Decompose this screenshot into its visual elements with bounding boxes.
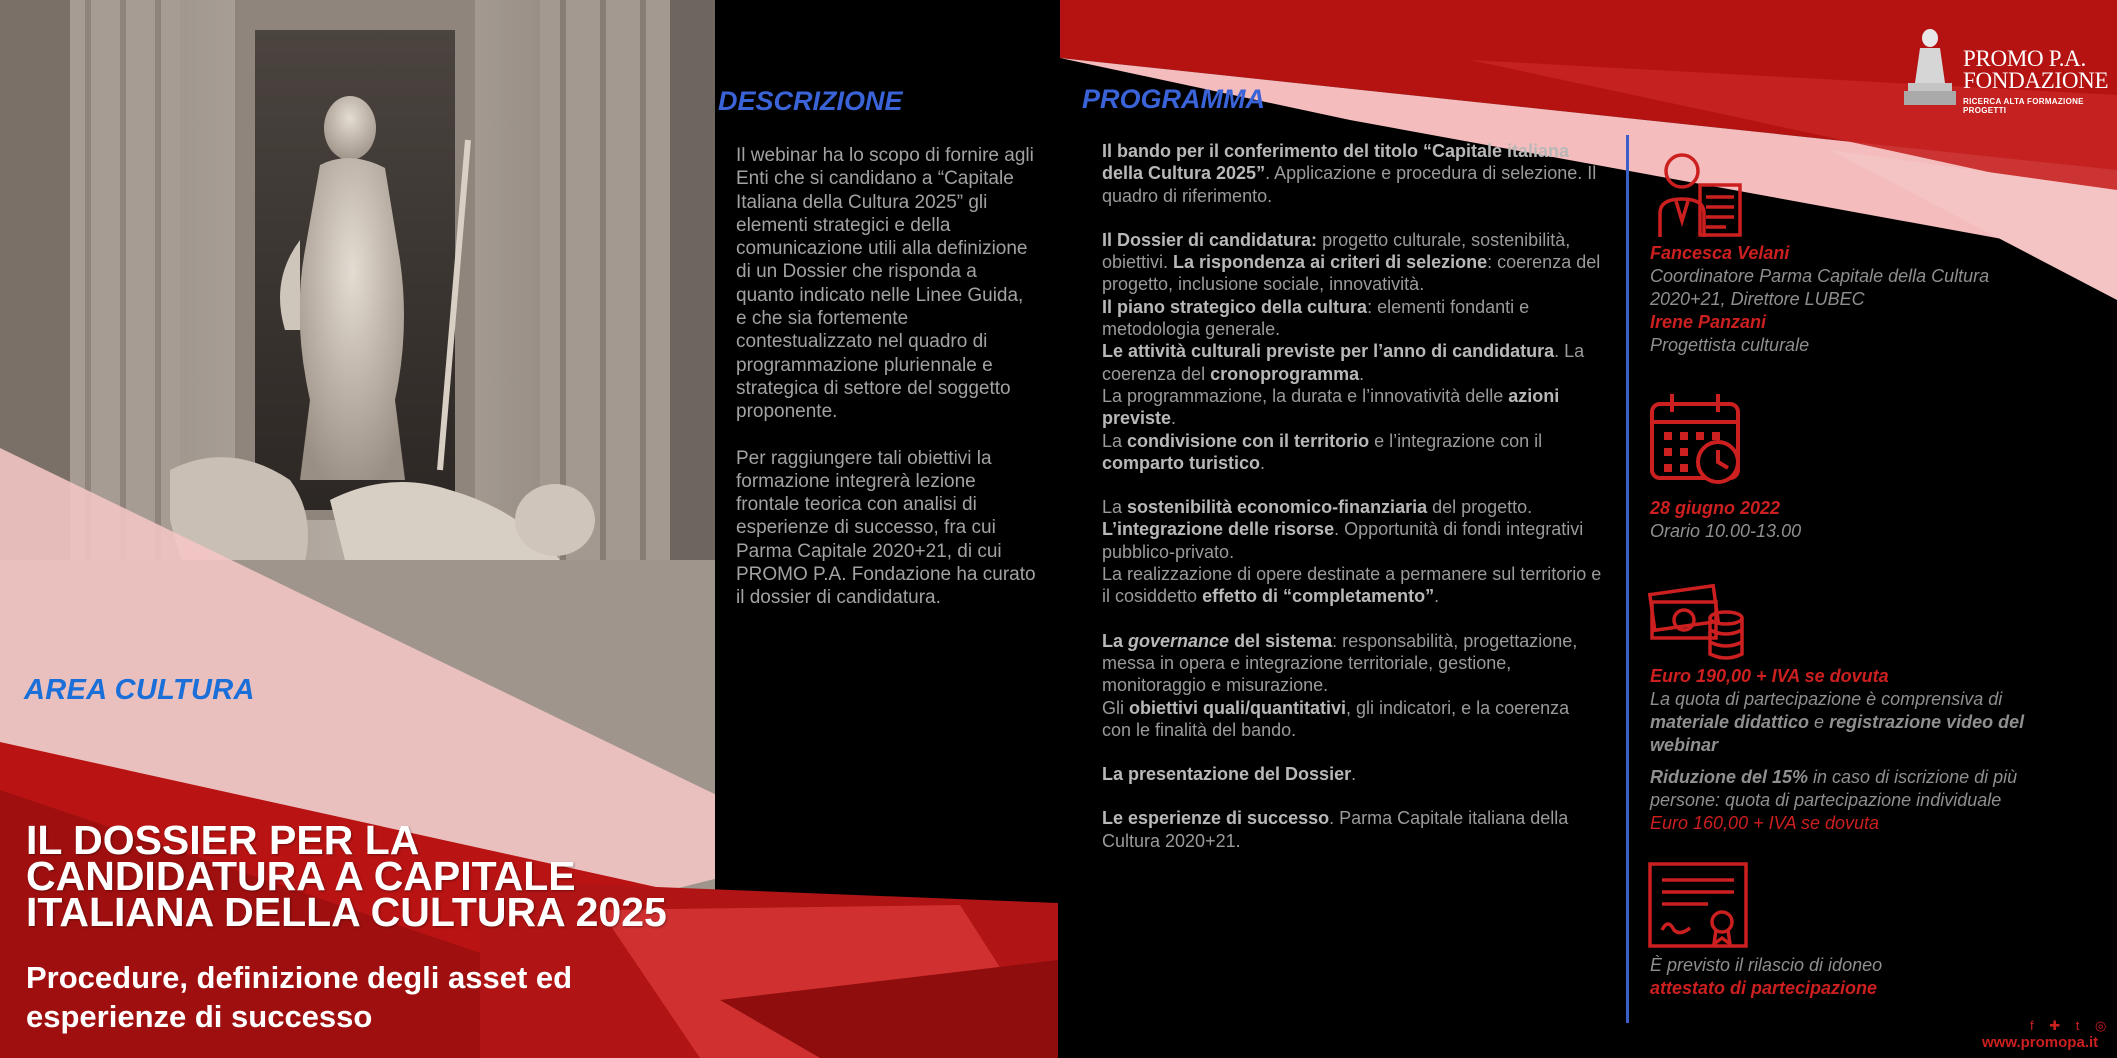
programme-bold: Le attività culturali previste per l’anno di candidatura: [1102, 341, 1555, 362]
logo-statue-icon: [1900, 28, 1960, 108]
programme-text: progetto culturale, sostenibilità, obiettivi.: [1102, 229, 1571, 273]
programme-bold: del sistema: [1229, 630, 1333, 651]
logo-tagline: RICERCA ALTA FORMAZIONE PROGETTI: [1963, 97, 2084, 115]
pricing-block: [1650, 665, 2110, 835]
programme-text: .: [1171, 408, 1177, 429]
speaker-1-role: Coordinatore Parma Capitale della Cultura 2020+21, Direttore LUBEC: [1650, 266, 1990, 309]
certificate-icon: [1648, 862, 1748, 948]
subtitle-line-2: esperienze di successo: [26, 999, 373, 1034]
programme-bold: cronoprogramma: [1210, 363, 1360, 384]
programme-bold: La presentazione del Dossier: [1102, 764, 1352, 785]
speaker-icon: [1648, 145, 1744, 241]
programme-text: La realizzazione di opere destinate a permanere sul territorio e il cosiddetto: [1102, 564, 1602, 607]
programme-text: La: [1102, 497, 1128, 518]
subtitle-line-1: Procedure, definizione degli asset ed: [26, 960, 573, 995]
price-includes: [1650, 688, 2070, 757]
discount-price: Euro 160,00 + IVA se dovuta: [1650, 813, 1879, 833]
programme-text: , gli indicatori, e la coerenza con le finalità del bando.: [1102, 697, 1570, 740]
price: Euro 190,00 + IVA se dovuta: [1650, 666, 1889, 686]
discount-note: [1650, 766, 2070, 812]
programme-text: Gli: [1102, 697, 1129, 718]
programme-text: e l’integrazione con il: [1369, 430, 1543, 451]
price-includes-text: e: [1809, 712, 1830, 732]
programme-bold: condivisione con il territorio: [1127, 430, 1370, 451]
programme-text: . Opportunità di fondi integrativi pubblico-privato.: [1102, 519, 1584, 562]
logo-name: [1963, 48, 2108, 92]
title-line-1: IL DOSSIER PER LA: [26, 817, 420, 863]
money-icon: [1648, 570, 1748, 662]
description-body: [736, 144, 1036, 633]
programme-text: La programmazione, la durata e l’innovatività delle: [1102, 385, 1509, 406]
certificate-text: È previsto il rilascio di idoneo: [1650, 955, 1883, 975]
programme-item-4: [1102, 630, 1602, 741]
programme-bold: La: [1102, 630, 1129, 651]
certificate-block: [1650, 954, 2110, 1000]
website-link[interactable]: www.promopa.it: [1982, 1034, 2099, 1051]
programme-bold: obiettivi quali/quantitativi: [1129, 697, 1347, 718]
area-label: AREA CULTURA: [24, 674, 255, 706]
speakers-block: [1650, 242, 2110, 357]
sub-title: [26, 958, 726, 1036]
programme-italic: governance: [1128, 630, 1230, 651]
programme-text: : responsabilità, progettazione, messa in opera e integrazione territoriale, gestione, monitoraggio e misurazione.: [1102, 630, 1578, 696]
title-line-3: ITALIANA DELLA CULTURA 2025: [26, 889, 667, 935]
programme-body: [1102, 140, 1602, 874]
speaker-2-role: Progettista culturale: [1650, 335, 1810, 355]
programme-item-3: [1102, 496, 1602, 607]
event-time: Orario 10.00-13.00: [1650, 521, 1802, 541]
programme-heading: PROGRAMMA: [1082, 84, 1265, 114]
programme-text: . Applicazione e procedura di selezione. Il quadro di riferimento.: [1102, 163, 1597, 206]
main-title: [26, 817, 746, 935]
programme-text: : coerenza del progetto, inclusione sociale, innovatività.: [1102, 252, 1601, 295]
programme-item-6: [1102, 807, 1602, 852]
calendar-icon: [1648, 390, 1748, 490]
programme-item-5: [1102, 763, 1602, 785]
description-paragraph-1: Il webinar ha lo scopo di fornire agli Enti che si candidano a “Capitale Italiana della Cultura 2025” gli elementi strategici e della comunicazione utili alla definizione di un Dossier che risponda a quanto indicato nelle Linee Guida, e che sia fortemente contestualizzato nel quadro di programmazione pluriennale e strategica di settore del soggetto proponente.: [736, 145, 1034, 423]
discount-text: in caso di iscrizione di più persone: quota di partecipazione individuale: [1650, 767, 2018, 810]
price-includes-bold: materiale didattico: [1650, 712, 1810, 732]
programme-bold: Il bando per il conferimento del titolo “Capitale italiana della Cultura 2025”: [1102, 141, 1570, 184]
programme-bold: L’integrazione delle risorse: [1102, 519, 1335, 540]
title-line-2: CANDIDATURA A CAPITALE: [26, 853, 576, 899]
programme-bold: effetto di “completamento”: [1202, 586, 1435, 607]
programme-bold: Le esperienze di successo: [1102, 808, 1330, 829]
programme-text: La: [1102, 430, 1128, 451]
programme-bold: Il Dossier di candidatura:: [1102, 229, 1318, 250]
speaker-2-name: Irene Panzani: [1650, 312, 1767, 332]
programme-bold: Il piano strategico della cultura: [1102, 296, 1368, 317]
programme-text: del progetto.: [1427, 497, 1533, 518]
certificate-highlight: attestato di partecipazione: [1650, 978, 1878, 998]
programme-text: .: [1351, 764, 1357, 785]
programme-bold: sostenibilità economico-finanziaria: [1127, 497, 1428, 518]
price-includes-bold: registrazione video del webinar: [1650, 712, 2025, 755]
programme-text: : elementi fondanti e metodologia generale.: [1102, 296, 1530, 340]
programme-text: .: [1434, 586, 1440, 607]
social-icons[interactable]: f ✚ t ◎: [2030, 1018, 2113, 1033]
programme-text: . La coerenza del: [1102, 341, 1585, 384]
column-divider: [1626, 135, 1629, 1023]
programme-item-2: [1102, 229, 1602, 474]
description-paragraph-2: Per raggiungere tali obiettivi la formazione integrerà lezione frontale teorica con analisi di esperienze di successo, fra cui Parma Capitale 2020+21, di cui PROMO P.A. Fondazione ha curato il dossier di candidatura.: [736, 447, 1036, 609]
programme-text: .: [1359, 363, 1365, 384]
programme-bold: comparto turistico: [1102, 452, 1261, 473]
logo-line-1: PROMO P.A.: [1963, 46, 2086, 71]
description-heading: DESCRIZIONE: [718, 86, 903, 116]
event-date: 28 giugno 2022: [1650, 498, 1781, 518]
price-includes-text: La quota di partecipazione è comprensiva di: [1650, 689, 2003, 709]
programme-bold: azioni previste: [1102, 385, 1560, 429]
programme-item-1: [1102, 140, 1602, 207]
programme-text: .: [1260, 452, 1266, 473]
schedule-block: [1650, 497, 2110, 543]
speaker-1-name: Fancesca Velani: [1650, 243, 1790, 263]
logo-line-2: FONDAZIONE: [1963, 68, 2109, 93]
programme-text: . Parma Capitale italiana della Cultura 2020+21.: [1102, 808, 1569, 851]
programme-bold: La rispondenza ai criteri di selezione: [1173, 252, 1488, 273]
discount-bold: Riduzione del 15%: [1650, 767, 1809, 787]
